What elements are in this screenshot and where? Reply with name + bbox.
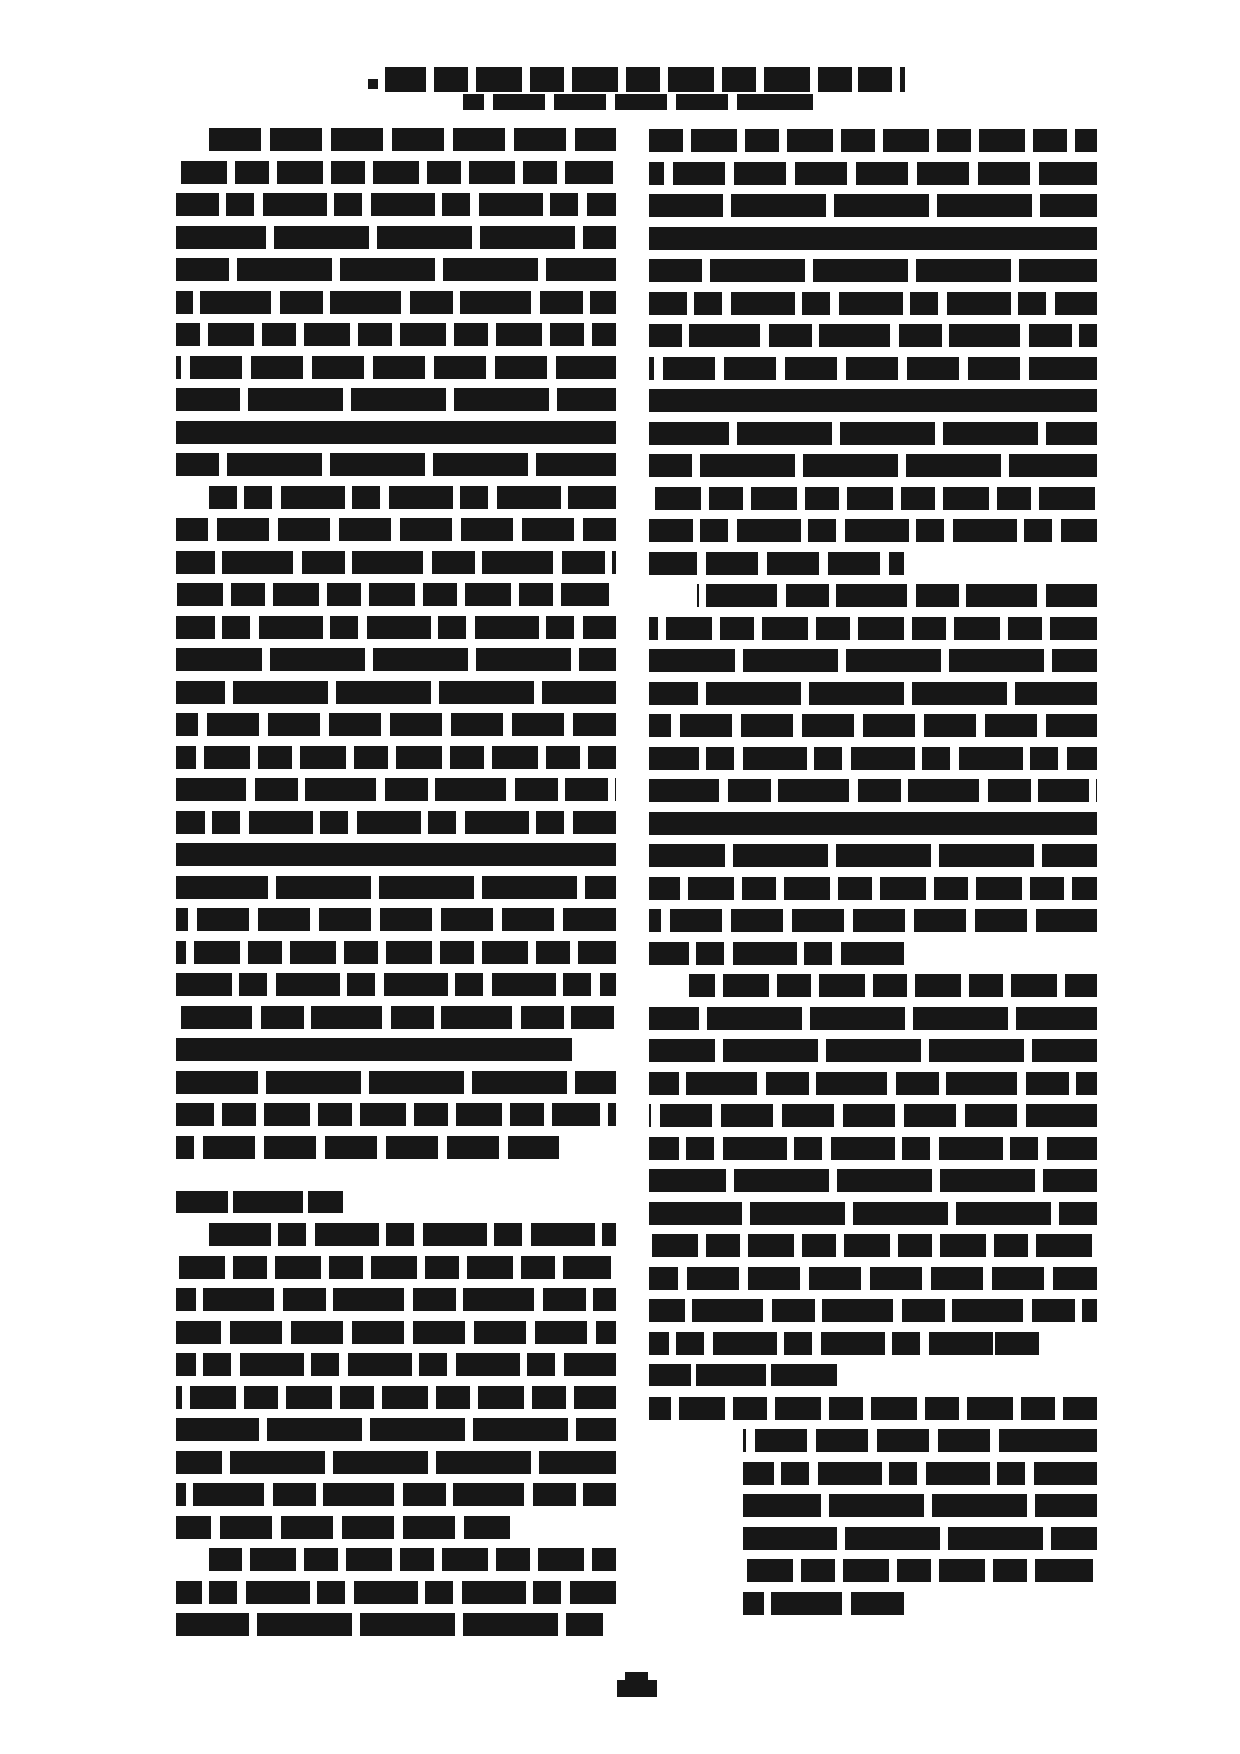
text-line [176, 193, 616, 216]
text-line [649, 1299, 1097, 1322]
text-line [176, 1103, 616, 1126]
text-line [176, 583, 616, 606]
text-line [176, 453, 616, 476]
text-line [649, 714, 1097, 737]
text-line [176, 356, 616, 379]
text-line [649, 194, 1097, 217]
text-line [176, 518, 616, 541]
text-line [649, 162, 1097, 185]
text-line [689, 974, 1097, 997]
title-line [385, 67, 905, 92]
text-line [176, 1256, 616, 1279]
text-line [649, 1072, 1097, 1095]
text-line [176, 291, 616, 314]
page-number-blob-top [625, 1672, 648, 1680]
text-line [649, 357, 1097, 380]
text-line [649, 389, 1097, 412]
text-line [649, 519, 1097, 542]
text-line [209, 128, 616, 151]
text-line [176, 616, 616, 639]
text-line [176, 973, 616, 996]
text-line [209, 486, 616, 509]
text-line [649, 259, 1097, 282]
text-line [649, 552, 904, 575]
section-heading [649, 1364, 837, 1386]
text-line [743, 1462, 1097, 1485]
text-line [176, 1038, 572, 1061]
text-line [176, 1451, 616, 1474]
text-line [649, 324, 1097, 347]
text-line [743, 1429, 1097, 1452]
text-line [649, 1267, 1097, 1290]
text-line [209, 1548, 616, 1571]
text-line [176, 778, 616, 801]
text-line [649, 1234, 1097, 1257]
text-line [176, 551, 616, 574]
text-line [649, 1169, 1097, 1192]
text-line [176, 681, 616, 704]
text-line [176, 1516, 510, 1539]
text-line [176, 1581, 616, 1604]
text-line [176, 746, 616, 769]
text-line [649, 292, 1097, 315]
text-line [176, 713, 616, 736]
text-line [176, 876, 616, 899]
text-line [176, 648, 616, 671]
text-line [649, 909, 1097, 932]
page-number-blob-body [617, 1680, 657, 1697]
text-line [649, 649, 1097, 672]
text-line [743, 1527, 1097, 1550]
text-line [176, 226, 616, 249]
text-line [176, 161, 616, 184]
text-line [649, 227, 1097, 250]
text-line [649, 129, 1097, 152]
text-line [176, 1071, 616, 1094]
page-number [617, 1672, 657, 1697]
text-line [649, 1202, 1097, 1225]
text-line [649, 1039, 1097, 1062]
text-line [649, 779, 1097, 802]
text-line [176, 1483, 616, 1506]
text-line [649, 1397, 1097, 1420]
text-line [649, 877, 1097, 900]
text-line [176, 323, 616, 346]
text-line [649, 1104, 1097, 1127]
text-line [649, 1007, 1097, 1030]
text-line [649, 942, 904, 965]
text-line [176, 1386, 616, 1409]
text-line [176, 1613, 603, 1636]
text-line [176, 811, 616, 834]
text-line [176, 1136, 559, 1159]
text-line [649, 812, 1097, 835]
text-line [743, 1494, 1097, 1517]
text-line [176, 1418, 616, 1441]
text-line [176, 258, 616, 281]
section-heading [176, 1191, 343, 1213]
text-line [649, 422, 1097, 445]
column-right [649, 129, 1097, 1624]
footnote-asterisk-marker [368, 79, 378, 89]
text-line [176, 843, 616, 866]
text-line [649, 487, 1097, 510]
text-line [176, 941, 616, 964]
text-line [176, 1353, 616, 1376]
text-line [176, 1288, 616, 1311]
text-line [649, 1137, 1097, 1160]
text-line [649, 1332, 1039, 1355]
text-line [649, 682, 1097, 705]
text-line [176, 1006, 616, 1029]
text-line [649, 747, 1097, 770]
text-line [697, 584, 1097, 607]
text-line [176, 421, 616, 444]
text-line [176, 1321, 616, 1344]
text-line [209, 1223, 616, 1246]
subtitle-line [463, 94, 813, 110]
text-line [649, 844, 1097, 867]
text-line [176, 388, 616, 411]
text-line [743, 1592, 904, 1615]
text-line [649, 617, 1097, 640]
text-line [743, 1559, 1097, 1582]
text-line [649, 454, 1097, 477]
text-line [176, 908, 616, 931]
column-left [176, 128, 616, 1646]
